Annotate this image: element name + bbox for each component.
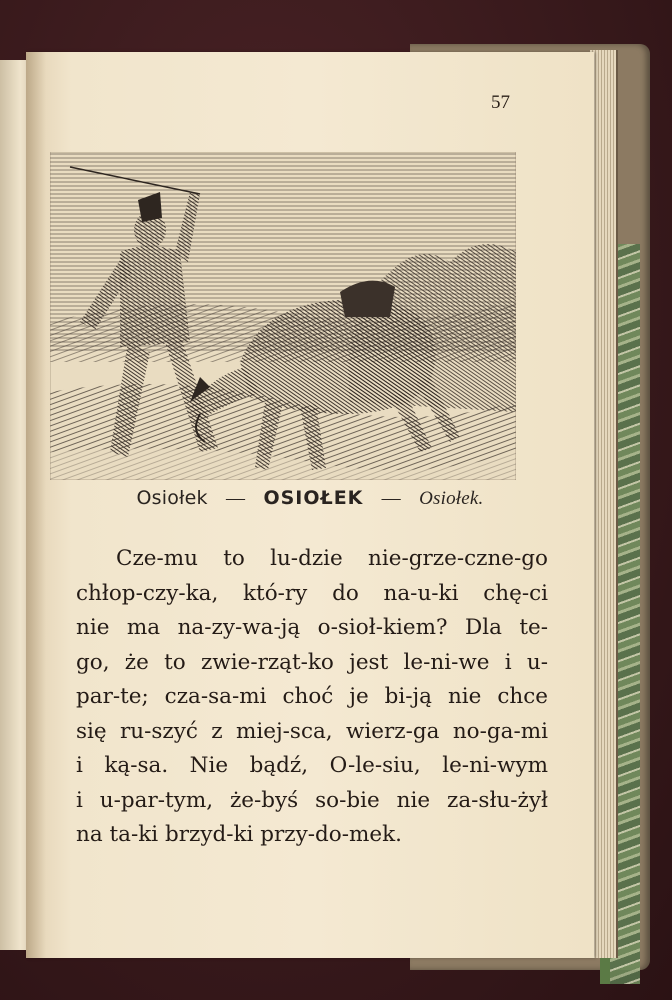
illustration-caption	[26, 487, 594, 510]
text-line: i u-par-tym, że-byś so-bie nie za-słu-żył	[76, 787, 548, 813]
page-edges	[590, 50, 618, 958]
text-line: na ta-ki brzyd-ki przy-do-mek.	[76, 822, 402, 847]
text-line: nie ma na-zy-wa-ją o-sioł-kiem? Dla te-	[76, 615, 548, 640]
text-line: par-te; cza-sa-mi choć je bi-ją nie chce	[76, 684, 548, 709]
text-line: się ru-szyć z miej-sca, wierz-ga no-ga-mi	[76, 718, 548, 744]
text-line: go, że to zwie-rząt-ko jest le-ni-we i u-	[76, 649, 548, 675]
text-line: Cze-mu to lu-dzie nie-grze-czne-go	[116, 546, 548, 571]
text-line: chłop-czy-ka, któ-ry do na-u-ki chę-ci	[76, 580, 548, 606]
caption-dash: —	[381, 488, 401, 509]
caption-italic: Osiołek.	[419, 488, 484, 509]
body-paragraph	[76, 542, 548, 853]
engraving-illustration	[50, 152, 516, 480]
text-line: i ką-sa. Nie bądź, O-le-siu, le-ni-wym	[76, 753, 548, 778]
book-page	[26, 52, 594, 958]
page-number: 57	[491, 92, 510, 113]
caption-dash: —	[225, 488, 246, 509]
caption-cursive: Osiołek	[136, 487, 208, 509]
caption-capitals: OSIOŁEK	[263, 487, 364, 509]
